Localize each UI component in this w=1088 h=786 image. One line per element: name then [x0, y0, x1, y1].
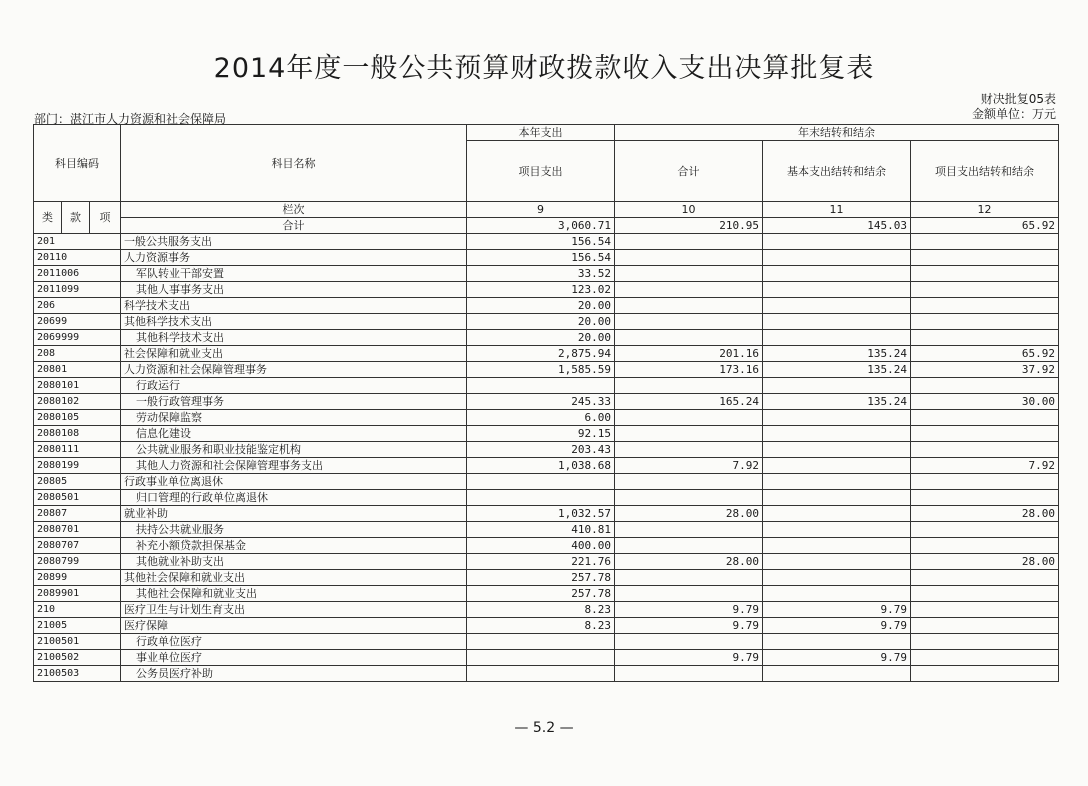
- header-lanci: 栏次: [121, 202, 467, 218]
- amount-c11: 9.79: [763, 618, 911, 634]
- table-row: [34, 634, 1059, 650]
- subject-code: 2080501: [34, 490, 121, 506]
- amount-c9: 400.00: [467, 538, 615, 554]
- totals-col-12: 65.92: [911, 218, 1059, 234]
- subject-code: 20807: [34, 506, 121, 522]
- subject-name: 军队转业干部安置: [121, 266, 467, 282]
- table-row: [34, 586, 1059, 602]
- budget-table: [33, 124, 1059, 682]
- amount-c10: [615, 410, 763, 426]
- subject-code: 2100503: [34, 666, 121, 682]
- amount-c11: [763, 522, 911, 538]
- subject-name: 归口管理的行政单位离退休: [121, 490, 467, 506]
- amount-c12: [911, 442, 1059, 458]
- amount-c12: [911, 634, 1059, 650]
- totals-col-9: 3,060.71: [467, 218, 615, 234]
- header-col-10: 10: [615, 202, 763, 218]
- subject-name: 其他人事事务支出: [121, 282, 467, 298]
- amount-c12: 30.00: [911, 394, 1059, 410]
- amount-c11: [763, 490, 911, 506]
- subject-name: 其他人力资源和社会保障管理事务支出: [121, 458, 467, 474]
- amount-c9: [467, 474, 615, 490]
- subject-code: 20699: [34, 314, 121, 330]
- amount-c12: [911, 410, 1059, 426]
- amount-c10: 173.16: [615, 362, 763, 378]
- amount-c12: [911, 250, 1059, 266]
- amount-c12: [911, 522, 1059, 538]
- amount-c10: [615, 442, 763, 458]
- amount-c9: 1,032.57: [467, 506, 615, 522]
- header-col-9: 9: [467, 202, 615, 218]
- subject-name: 事业单位医疗: [121, 650, 467, 666]
- header-col-12: 12: [911, 202, 1059, 218]
- amount-c10: 9.79: [615, 650, 763, 666]
- amount-c12: [911, 490, 1059, 506]
- amount-c11: [763, 266, 911, 282]
- amount-c10: [615, 266, 763, 282]
- amount-c9: 257.78: [467, 586, 615, 602]
- amount-c12: [911, 570, 1059, 586]
- amount-c9: [467, 490, 615, 506]
- subject-code: 2069999: [34, 330, 121, 346]
- table-row: [34, 410, 1059, 426]
- amount-c10: [615, 330, 763, 346]
- amount-c9: [467, 634, 615, 650]
- subject-code: 2080799: [34, 554, 121, 570]
- subject-code: 201: [34, 234, 121, 250]
- subject-name: 其他科学技术支出: [121, 314, 467, 330]
- header-xiang: 项: [90, 202, 121, 234]
- header-col-11: 11: [763, 202, 911, 218]
- table-row: [34, 282, 1059, 298]
- subject-name: 劳动保障监察: [121, 410, 467, 426]
- table-row: [34, 474, 1059, 490]
- amount-c12: 28.00: [911, 506, 1059, 522]
- amount-c11: [763, 554, 911, 570]
- amount-c10: 165.24: [615, 394, 763, 410]
- table-row: [34, 298, 1059, 314]
- amount-c9: 33.52: [467, 266, 615, 282]
- amount-c12: [911, 474, 1059, 490]
- amount-c12: [911, 602, 1059, 618]
- subject-name: 一般公共服务支出: [121, 234, 467, 250]
- table-row: [34, 618, 1059, 634]
- table-row: [34, 266, 1059, 282]
- amount-c12: [911, 234, 1059, 250]
- amount-c10: [615, 298, 763, 314]
- table-row: [34, 314, 1059, 330]
- amount-c12: 65.92: [911, 346, 1059, 362]
- subject-name: 行政运行: [121, 378, 467, 394]
- subject-name: 其他社会保障和就业支出: [121, 586, 467, 602]
- subject-code: 20110: [34, 250, 121, 266]
- subject-code: 20899: [34, 570, 121, 586]
- subject-code: 2080199: [34, 458, 121, 474]
- subject-code: 2080701: [34, 522, 121, 538]
- form-number: 财决批复05表: [980, 92, 1056, 106]
- subject-code: 210: [34, 602, 121, 618]
- totals-col-11: 145.03: [763, 218, 911, 234]
- subject-code: 2100501: [34, 634, 121, 650]
- amount-c11: 135.24: [763, 362, 911, 378]
- amount-c11: [763, 666, 911, 682]
- subject-name: 人力资源事务: [121, 250, 467, 266]
- subject-name: 行政事业单位离退休: [121, 474, 467, 490]
- table-row: [34, 538, 1059, 554]
- amount-c10: 28.00: [615, 506, 763, 522]
- amount-c12: [911, 666, 1059, 682]
- department-label: 部门：湛江市人力资源和社会保障局: [34, 112, 227, 126]
- subject-name: 医疗卫生与计划生育支出: [121, 602, 467, 618]
- amount-c11: [763, 410, 911, 426]
- subject-code: 2080102: [34, 394, 121, 410]
- header-total: 合计: [615, 141, 763, 202]
- page-number: — 5.2 —: [514, 720, 574, 736]
- amount-c10: 7.92: [615, 458, 763, 474]
- amount-c11: 135.24: [763, 394, 911, 410]
- amount-c11: [763, 538, 911, 554]
- amount-c12: 37.92: [911, 362, 1059, 378]
- header-subject-code: 科目编码: [34, 125, 121, 202]
- amount-c12: [911, 650, 1059, 666]
- amount-c11: [763, 426, 911, 442]
- amount-c9: 203.43: [467, 442, 615, 458]
- table-row: [34, 346, 1059, 362]
- amount-c11: [763, 442, 911, 458]
- amount-c10: [615, 378, 763, 394]
- amount-c12: [911, 538, 1059, 554]
- amount-c9: 245.33: [467, 394, 615, 410]
- subject-name: 其他科学技术支出: [121, 330, 467, 346]
- amount-c9: [467, 666, 615, 682]
- header-project-expenditure: 项目支出: [467, 141, 615, 202]
- amount-c12: [911, 378, 1059, 394]
- amount-c10: [615, 234, 763, 250]
- subject-code: 2089901: [34, 586, 121, 602]
- table-row: [34, 442, 1059, 458]
- amount-c9: 20.00: [467, 314, 615, 330]
- amount-c9: 1,038.68: [467, 458, 615, 474]
- amount-c10: [615, 522, 763, 538]
- amount-c9: 221.76: [467, 554, 615, 570]
- amount-c9: 410.81: [467, 522, 615, 538]
- header-lei: 类: [34, 202, 62, 234]
- subject-name: 公务员医疗补助: [121, 666, 467, 682]
- amount-c10: 9.79: [615, 602, 763, 618]
- subject-name: 信息化建设: [121, 426, 467, 442]
- amount-c9: 8.23: [467, 602, 615, 618]
- amount-c10: [615, 570, 763, 586]
- subject-name: 就业补助: [121, 506, 467, 522]
- subject-code: 206: [34, 298, 121, 314]
- amount-c10: 9.79: [615, 618, 763, 634]
- amount-c12: 7.92: [911, 458, 1059, 474]
- subject-name: 公共就业服务和职业技能鉴定机构: [121, 442, 467, 458]
- amount-c11: [763, 458, 911, 474]
- table-row: [34, 522, 1059, 538]
- amount-c10: 28.00: [615, 554, 763, 570]
- header-subject-name: 科目名称: [121, 125, 467, 202]
- totals-row: [34, 218, 1059, 234]
- amount-c12: [911, 426, 1059, 442]
- amount-c11: 135.24: [763, 346, 911, 362]
- amount-c10: 201.16: [615, 346, 763, 362]
- amount-c9: [467, 378, 615, 394]
- subject-name: 社会保障和就业支出: [121, 346, 467, 362]
- header-project-balance: 项目支出结转和结余: [911, 141, 1059, 202]
- header-basic-balance: 基本支出结转和结余: [763, 141, 911, 202]
- amount-c11: 9.79: [763, 602, 911, 618]
- subject-code: 2011099: [34, 282, 121, 298]
- table-row: [34, 362, 1059, 378]
- amount-c9: 156.54: [467, 234, 615, 250]
- subject-code: 2080108: [34, 426, 121, 442]
- amount-c12: [911, 330, 1059, 346]
- subject-code: 2100502: [34, 650, 121, 666]
- amount-c10: [615, 586, 763, 602]
- amount-c10: [615, 474, 763, 490]
- amount-c12: [911, 298, 1059, 314]
- subject-code: 208: [34, 346, 121, 362]
- subject-code: 20801: [34, 362, 121, 378]
- table-row: [34, 554, 1059, 570]
- header-kuan: 款: [62, 202, 90, 234]
- header-current-year-expenditure: 本年支出: [467, 125, 615, 141]
- table-row: [34, 650, 1059, 666]
- amount-c9: 8.23: [467, 618, 615, 634]
- subject-code: 2080707: [34, 538, 121, 554]
- amount-c10: [615, 282, 763, 298]
- table-row: [34, 250, 1059, 266]
- amount-c10: [615, 314, 763, 330]
- amount-c11: [763, 506, 911, 522]
- subject-name: 科学技术支出: [121, 298, 467, 314]
- amount-c9: 2,875.94: [467, 346, 615, 362]
- amount-c9: 20.00: [467, 298, 615, 314]
- table-row: [34, 394, 1059, 410]
- amount-c11: [763, 474, 911, 490]
- subject-code: 21005: [34, 618, 121, 634]
- amount-c12: [911, 314, 1059, 330]
- amount-c10: [615, 538, 763, 554]
- amount-c10: [615, 426, 763, 442]
- amount-c11: 9.79: [763, 650, 911, 666]
- amount-c11: [763, 330, 911, 346]
- amount-c11: [763, 378, 911, 394]
- amount-c12: [911, 282, 1059, 298]
- subject-code: 2080111: [34, 442, 121, 458]
- subject-code: 2080101: [34, 378, 121, 394]
- amount-c12: [911, 586, 1059, 602]
- amount-c9: 123.02: [467, 282, 615, 298]
- totals-label: 合计: [121, 218, 467, 234]
- table-row: [34, 666, 1059, 682]
- amount-c10: [615, 634, 763, 650]
- page-title: 2014年度一般公共预算财政拨款收入支出决算批复表: [213, 53, 875, 84]
- amount-c11: [763, 586, 911, 602]
- amount-c9: 6.00: [467, 410, 615, 426]
- amount-c11: [763, 282, 911, 298]
- table-row: [34, 330, 1059, 346]
- amount-c11: [763, 298, 911, 314]
- table-row: [34, 490, 1059, 506]
- table-row: [34, 378, 1059, 394]
- subject-code: 2011006: [34, 266, 121, 282]
- amount-c9: 20.00: [467, 330, 615, 346]
- amount-c9: 92.15: [467, 426, 615, 442]
- table-row: [34, 602, 1059, 618]
- amount-c9: 257.78: [467, 570, 615, 586]
- amount-c10: [615, 490, 763, 506]
- amount-c12: [911, 266, 1059, 282]
- amount-c12: 28.00: [911, 554, 1059, 570]
- table-row: [34, 506, 1059, 522]
- amount-c10: [615, 250, 763, 266]
- table-row: [34, 458, 1059, 474]
- header-year-end-balance: 年末结转和结余: [615, 125, 1059, 141]
- amount-c9: 1,585.59: [467, 362, 615, 378]
- table-row: [34, 234, 1059, 250]
- subject-code: 20805: [34, 474, 121, 490]
- amount-c11: [763, 234, 911, 250]
- amount-c11: [763, 570, 911, 586]
- subject-name: 扶持公共就业服务: [121, 522, 467, 538]
- table-row: [34, 570, 1059, 586]
- subject-name: 人力资源和社会保障管理事务: [121, 362, 467, 378]
- subject-name: 其他社会保障和就业支出: [121, 570, 467, 586]
- amount-unit: 金额单位：万元: [971, 107, 1056, 121]
- amount-c9: 156.54: [467, 250, 615, 266]
- subject-name: 其他就业补助支出: [121, 554, 467, 570]
- amount-c11: [763, 314, 911, 330]
- subject-code: 2080105: [34, 410, 121, 426]
- amount-c9: [467, 650, 615, 666]
- table-row: [34, 426, 1059, 442]
- totals-col-10: 210.95: [615, 218, 763, 234]
- amount-c11: [763, 250, 911, 266]
- amount-c11: [763, 634, 911, 650]
- subject-name: 医疗保障: [121, 618, 467, 634]
- subject-name: 一般行政管理事务: [121, 394, 467, 410]
- amount-c12: [911, 618, 1059, 634]
- amount-c10: [615, 666, 763, 682]
- subject-name: 补充小额贷款担保基金: [121, 538, 467, 554]
- subject-name: 行政单位医疗: [121, 634, 467, 650]
